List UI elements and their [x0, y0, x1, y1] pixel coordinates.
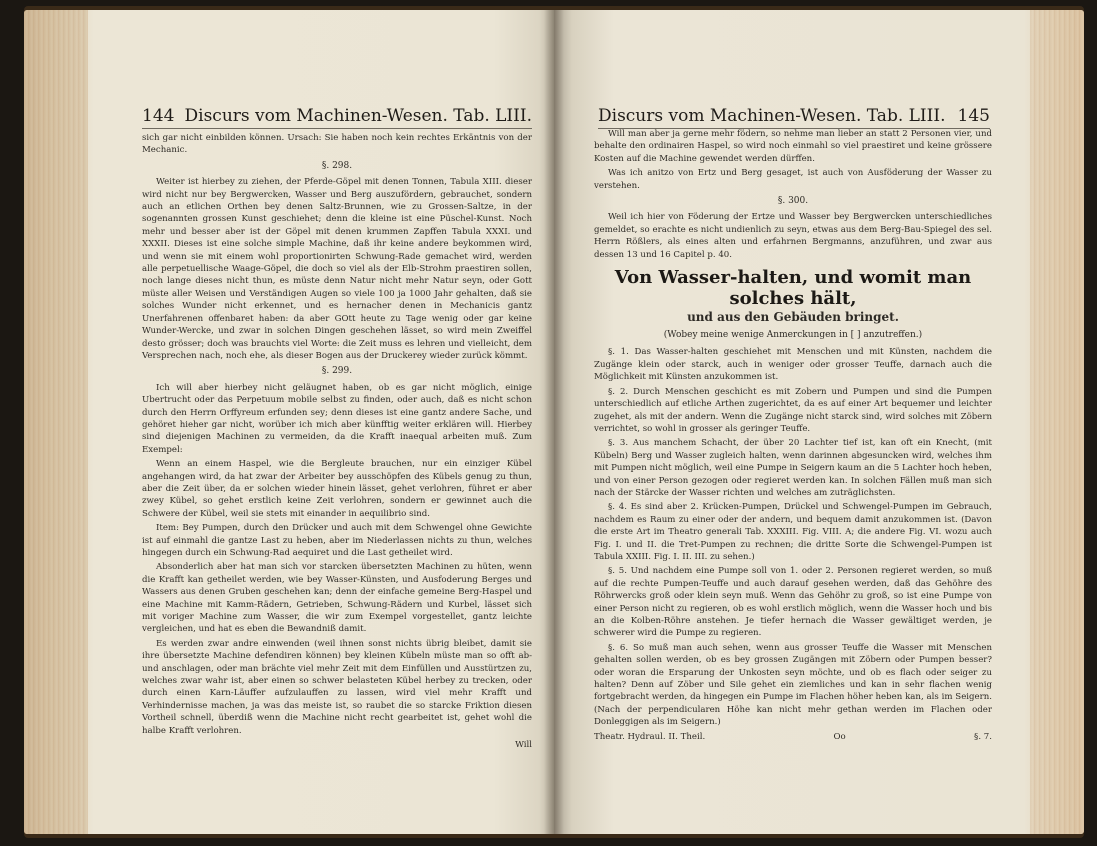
- paragraph: Weil ich hier von Föderung der Ertze und Wasser bey Bergwercken unterschiedliches gemeldet, so erachte es nicht undienlich zu seyn, etwas aus dem Berg-Bau-Spiegel des sel. Herrn Rößlers, als eines alten und erfahrnen Bergmanns, anzuführen, und zwar aus dessen 13 und 16 Capitel p. 40.: [594, 212, 992, 260]
- numbered-item: §. 4. Es sind aber 2. Krücken-Pumpen, Drückel und Schwengel-Pumpen im Gebrauch, nachdem es Raum zu einer oder der andern, und bequem damit anzukommen ist. (Davon die erste Art im Theatro generali Tab. XXXIII. Fig. VIII. A; die andere Fig. VI. wozu auch Fig. I. und II. die Tret-Pumpen zu rechnen; die dritte Sorte die Schwengel-Pumpen ist Tabula XXIII. Fig. I. II. III. zu sehen.): [594, 502, 992, 562]
- right-page: [554, 10, 1084, 834]
- left-page-edge: [24, 10, 88, 834]
- section-number: §. 300.: [777, 196, 809, 207]
- paragraph: Was ich anitzo von Ertz und Berg gesaget, ist auch von Ausföderung der Wasser zu verstehen.: [594, 168, 992, 191]
- numbered-item: §. 2. Durch Menschen geschicht es mit Zobern und Pumpen und sind die Pumpen unterschiedlich auf etliche Arthen zugerichtet, da es auf einer Art bequemer und leichter zugehet, als mit der andern. Wenn die Zugänge nicht starck sind, wird solches mit Zöbern verrichtet, so wohl in grosser als geringer Teuffe.: [594, 386, 992, 434]
- paragraph: Es werden zwar andre einwenden (weil ihnen sonst nichts übrig bleibet, damit sie ihre übersetzte Machine defendiren können) bey kleinen Kübeln müste man so offt ab- und anschlagen, oder man brächte viel mehr Zeit mit dem Einfüllen und Ausstürtzen zu, welches zwar wahr ist, aber einen so schwer belasteten Kübel herbey zu trecken, oder durch einen Karn-Läuffer aufzulauffen zu lassen, wird viel mehr Krafft und Verhindernisse machen, ja was das meiste ist, so raubet die so starcke Friktion diesen Vortheil schnell, überdiß wenn die Machine nicht recht gearbeitet ist, gehet wohl die halbe Krafft verlohren.: [142, 638, 532, 736]
- section-number: §. 298.: [321, 160, 353, 171]
- paragraph: Ich will aber hierbey nicht geläugnet haben, ob es gar nicht möglich, einige Ubertrucht oder das Perpetuum mobile selbst zu finden, oder auch, daß es nicht schon durch den Herrn Orffyreum erfunden sey; denn dieses ist eine gantz andere Sache, und gehöret hieher gar nicht, worüber ich mich aber künfftig weiter erklären will. Hierbey sind diejenigen Machinen zu vermeiden, da die Krafft inaequal arbeiten muß. Zum Exempel:: [142, 382, 532, 455]
- paragraph: Wenn an einem Haspel, wie die Bergleute brauchen, nur ein einziger Kübel angehangen wird, da hat zwar der Arbeiter bey ausschöpfen des Kübels genug zu thun, aber die Zeit über, da er solchen wieder hinein lässet, gehet verlohren, führet er aber zwey Kübel, so gehet erstlich keine Zeit verlohren, sondern er gewinnet auch die Schwere der Kübel, weil sie stets mit einander in aequilibrio sind.: [142, 459, 532, 519]
- left-page: [24, 10, 554, 834]
- paragraph: Will man aber ja gerne mehr födern, so nehme man lieber an statt 2 Personen vier, und behalte den ordinairen Haspel, so wird noch einmahl so viel praestiret und keine grössere Kosten auf die Machine gewendet werden dürffen.: [594, 129, 992, 164]
- left-catchword: Will: [515, 740, 532, 751]
- right-page-text: [594, 128, 992, 743]
- right-page-edge: [1030, 10, 1084, 834]
- numbered-item: §. 6. So muß man auch sehen, wenn aus grosser Teuffe die Wasser mit Menschen gehalten sollen werden, ob es bey grossen Zugängen mit Zöbern oder Pumpen besser? oder woran die Ersparung der Unkosten seyn möchte, und ob es flach oder seiger zu halten? Denn auf Zöber und Sile gehet ein ziemliches und kan in sehr flachen wenig fortgebracht werden, da hingegen ein Pumpe im Flachen höher heben kan, als im Seigern. (Nach der perpendicularen Höhe kan nicht mehr gethan werden im Flachen oder Donleggigen als im Seigern.): [594, 642, 992, 728]
- numbered-item: §. 1. Das Wasser-halten geschiehet mit Menschen und mit Künsten, nachdem die Zugänge klein oder starck, auch in weniger oder grosser Teuffe, darnach auch die Möglichkeit mit Künsten anzukommen ist.: [594, 347, 992, 383]
- right-page-number: 145: [957, 106, 990, 126]
- numbered-item: §. 5. Und nachdem eine Pumpe soll von 1. oder 2. Personen regieret werden, so muß auf die rechte Pumpen-Teuffe und auch darauf gesehen werden, daß das Gehöhre des Röhrwercks groß oder klein seyn muß. Wenn das Gehöhr zu groß, so ist eine Pumpe von einer Person nicht zu regieren, ob es wohl erstlich möglich, wenn die Wasser hoch und bis an die Kolben-Röhre anstehen. Je tiefer hernach die Wasser gewältiget werden, je schwerer wird die Pumpe zu regieren.: [594, 566, 992, 639]
- left-page-number: 144: [142, 106, 175, 126]
- right-running-header: [598, 98, 990, 129]
- left-page-text: [142, 132, 532, 752]
- editor-note: (Wobey meine wenige Anmerckungen in [ ] anzutreffen.): [663, 330, 923, 341]
- right-catchword: §. 7.: [974, 731, 992, 742]
- footer-title: Theatr. Hydraul. II. Theil.: [594, 731, 706, 742]
- left-running-header: [142, 98, 532, 129]
- chapter-title: Von Wasser-halten, und womit man solches hält,: [614, 267, 972, 310]
- right-page-footer: [594, 731, 992, 743]
- paragraph: sich gar nicht einbilden können. Ursach: Sie haben noch kein rechtes Erkäntnis von der Mechanic.: [142, 133, 532, 156]
- book-gutter: [544, 10, 564, 834]
- paragraph: Item: Bey Pumpen, durch den Drücker und auch mit dem Schwengel ohne Gewichte ist auf einmahl die gantze Last zu heben, aber im Niederlassen nichts zu thun, welches hingegen durch ein Schwung-Rad aequiret und die Last getheilet wird.: [142, 523, 532, 558]
- left-running-head: Discurs vom Machinen-Wesen. Tab. LIII.: [184, 106, 532, 126]
- open-book: [24, 6, 1084, 838]
- section-number: §. 299.: [321, 366, 353, 377]
- right-running-head: Discurs vom Machinen-Wesen. Tab. LIII.: [598, 106, 946, 126]
- chapter-subtitle: und aus den Gebäuden bringet.: [687, 310, 899, 325]
- paragraph: Weiter ist hierbey zu ziehen, der Pferde-Göpel mit denen Tonnen, Tabula XIII. dieser wird nicht nur bey Bergwercken, Wasser und Berg auszufördern, gebrauchet, sondern auch an etlichen Orthen bey denen Saltz-Brunnen, wie zu Grossen-Saltze, in der sogenannten grossen Kunst geschiehet; denn die kleine ist eine Püschel-Kunst. Noch mehr und besser aber ist der Göpel mit denen krummen Zapffen Tabula XXXI. und XXXII. Dieses ist eine solche simple Machine, daß ihr keine andere beykommen wird, und wenn sie mit einem wohl proportionirten Schwung-Rade gemachet wird, werden alle perpetuellische Waage-Göpel, die doch so viel als der Elb-Strohm praestiren sollen, noch lange dieses nicht thun, es müste denn Natur nicht mehr Natur seyn, oder Gott müste aller Weisen und Verständigen Augen so viele 100 ja 1000 Jahr gehalten, daß sie solches Wunder nicht erkennet, und es hernacher denen in Mechanicis gantz Unerfahrenen offenbaret haben: da aber GOtt heute zu Tage wenig oder gar keine Wunder-Wercke, und zwar in solchen Dingen geschehen lässet, so wird mein Zweiffel desto grösser; doch was brauchts viel Worte: die Zeit muss es lehren und vielleicht, dem Versprechen nach, noch ehe, als dieser Bogen aus der Druckerey wieder zurück kömmt.: [142, 177, 532, 361]
- paragraph: Absonderlich aber hat man sich vor starcken übersetzten Machinen zu hüten, wenn die Krafft kan getheilet werden, wie bey Wasser-Künsten, und Ausfoderung Berges und Wassers aus denen Gruben geschehen kan; denn der einfache gemeine Berg-Haspel und eine Machine mit Kamm-Rädern, Getrieben, Schwung-Rädern und Kurbel, lässet sich mit voriger Machine zum Wasser, die wir zum Exempel vorgestellet, gantz leichte vergleichen, und hat es eben die Bewandniß damit.: [142, 562, 532, 635]
- signature-mark: Oo: [833, 731, 846, 742]
- numbered-item: §. 3. Aus manchem Schacht, der über 20 Lachter tief ist, kan oft ein Knecht, (mit Kübeln) Berg und Wasser zugleich halten, wenn darinnen abgesuncken wird, welches ihm mit Pumpen nicht möglich, weil eine Pumpe in Seigern kaum an die 5 Lachter hoch heben, und von einer Person gezogen oder regieret werden kan. In solchen Fällen muß man sich nach der Stärcke der Wasser richten und welches am zuträglichsten.: [594, 438, 992, 498]
